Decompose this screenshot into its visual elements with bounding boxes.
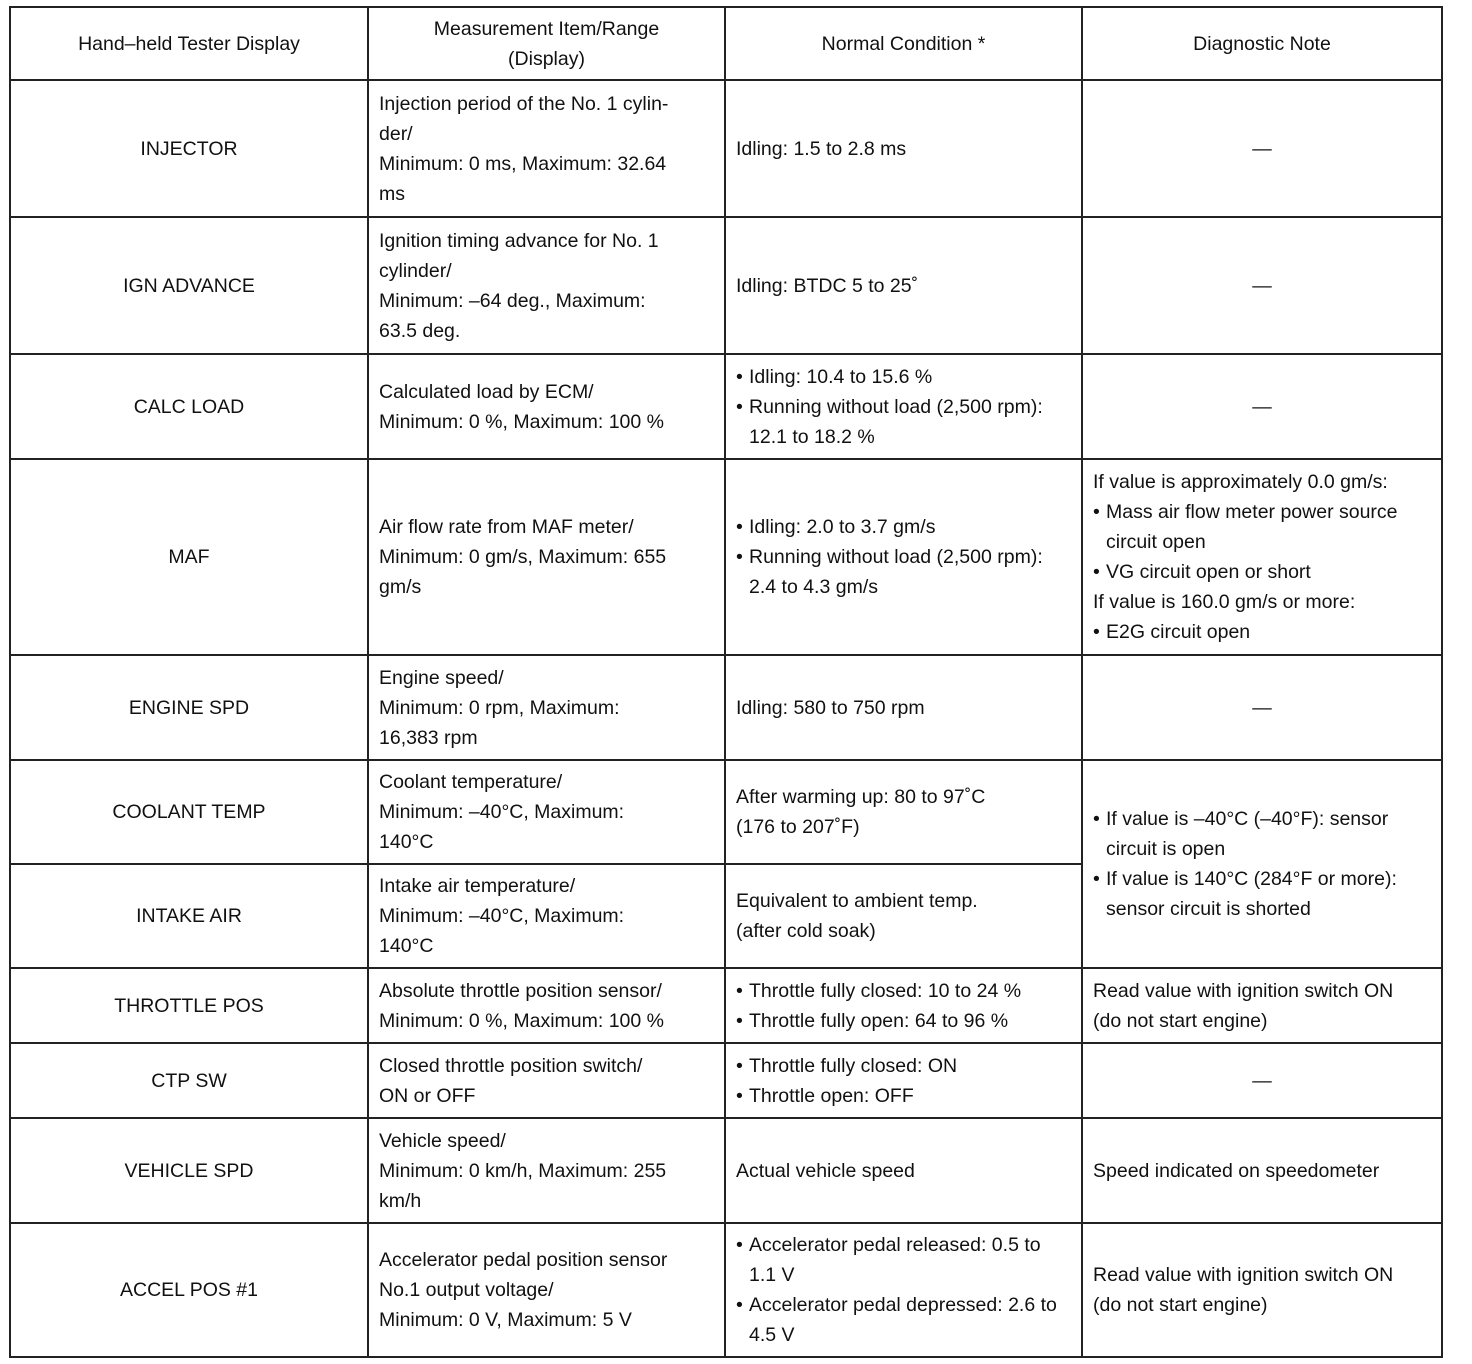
tester-display-cell: CTP SW: [10, 1043, 368, 1118]
normal-condition-cell: Actual vehicle speed: [725, 1118, 1082, 1223]
bullet-item: • Throttle open: OFF: [736, 1081, 1071, 1111]
tester-display-cell: COOLANT TEMP: [10, 760, 368, 864]
table-row-vehicle-spd: [10, 1118, 1442, 1223]
bullet-item: • Running without load (2,500 rpm): 12.1 to 18.2 %: [736, 392, 1071, 452]
table-row-injector: [10, 80, 1442, 217]
diagnostic-data-table: [9, 6, 1443, 1358]
bullet-item: • VG circuit open or short: [1093, 557, 1431, 587]
normal-condition-cell: [725, 968, 1082, 1043]
bullet-item: • E2G circuit open: [1093, 617, 1431, 647]
measurement-cell: Calculated load by ECM/ Minimum: 0 %, Maximum: 100 %: [368, 354, 725, 459]
tester-display-cell: CALC LOAD: [10, 354, 368, 459]
diagnostic-note-cell: —: [1082, 655, 1442, 760]
normal-condition-cell: After warming up: 80 to 97˚C (176 to 207˚F): [725, 760, 1082, 864]
bullet-item: • Idling: 10.4 to 15.6 %: [736, 362, 1071, 392]
table-row-calc-load: [10, 354, 1442, 459]
bullet-item: • Throttle fully closed: 10 to 24 %: [736, 976, 1071, 1006]
measurement-cell: Closed throttle position switch/ ON or OFF: [368, 1043, 725, 1118]
header-diagnostic-note: Diagnostic Note: [1082, 7, 1442, 80]
measurement-cell: Injection period of the No. 1 cylin- der/ Minimum: 0 ms, Maximum: 32.64 ms: [368, 80, 725, 217]
diagnostic-note-cell: [1082, 760, 1442, 968]
measurement-cell: Intake air temperature/ Minimum: –40°C, Maximum: 140°C: [368, 864, 725, 968]
tester-display-cell: ACCEL POS #1: [10, 1223, 368, 1357]
bullet-item: • If value is 140°C (284°F or more): sensor circuit is shorted: [1093, 864, 1431, 924]
diagnostic-note-cell: Speed indicated on speedometer: [1082, 1118, 1442, 1223]
bullet-item: • Mass air flow meter power source circuit open: [1093, 497, 1431, 557]
normal-condition-cell: Idling: 1.5 to 2.8 ms: [725, 80, 1082, 217]
tester-display-cell: ENGINE SPD: [10, 655, 368, 760]
measurement-cell: Ignition timing advance for No. 1 cylinder/ Minimum: –64 deg., Maximum: 63.5 deg.: [368, 217, 725, 354]
bullet-item: • Throttle fully open: 64 to 96 %: [736, 1006, 1071, 1036]
tester-display-cell: MAF: [10, 459, 368, 655]
bullet-item: • Throttle fully closed: ON: [736, 1051, 1071, 1081]
measurement-cell: Vehicle speed/ Minimum: 0 km/h, Maximum: 255 km/h: [368, 1118, 725, 1223]
header-measurement-item: Measurement Item/Range (Display): [368, 7, 725, 80]
table-row-engine-spd: [10, 655, 1442, 760]
normal-condition-cell: Idling: 580 to 750 rpm: [725, 655, 1082, 760]
diagnostic-note-cell: —: [1082, 80, 1442, 217]
diagnostic-note-cell: Read value with ignition switch ON (do not start engine): [1082, 1223, 1442, 1357]
bullet-item: • Accelerator pedal depressed: 2.6 to 4.5 V: [736, 1290, 1071, 1350]
tester-display-cell: INTAKE AIR: [10, 864, 368, 968]
measurement-cell: Air flow rate from MAF meter/ Minimum: 0 gm/s, Maximum: 655 gm/s: [368, 459, 725, 655]
bullet-item: • If value is –40°C (–40°F): sensor circuit is open: [1093, 804, 1431, 864]
normal-condition-cell: [725, 354, 1082, 459]
tester-display-cell: INJECTOR: [10, 80, 368, 217]
measurement-cell: Absolute throttle position sensor/ Minimum: 0 %, Maximum: 100 %: [368, 968, 725, 1043]
table-row-throttle-pos: [10, 968, 1442, 1043]
bullet-item: • Running without load (2,500 rpm): 2.4 to 4.3 gm/s: [736, 542, 1071, 602]
tester-display-cell: THROTTLE POS: [10, 968, 368, 1043]
normal-condition-cell: [725, 459, 1082, 655]
table-row-maf: [10, 459, 1442, 655]
diagnostic-note-cell: —: [1082, 1043, 1442, 1118]
table-row-ctp-sw: [10, 1043, 1442, 1118]
header-normal-condition: Normal Condition *: [725, 7, 1082, 80]
normal-condition-cell: [725, 1223, 1082, 1357]
tester-display-cell: VEHICLE SPD: [10, 1118, 368, 1223]
normal-condition-cell: [725, 1043, 1082, 1118]
diagnostic-note-cell: —: [1082, 354, 1442, 459]
normal-condition-cell: Idling: BTDC 5 to 25˚: [725, 217, 1082, 354]
bullet-item: • Accelerator pedal released: 0.5 to 1.1 V: [736, 1230, 1071, 1290]
measurement-cell: Coolant temperature/ Minimum: –40°C, Maximum: 140°C: [368, 760, 725, 864]
table-row-accel-pos: [10, 1223, 1442, 1357]
measurement-cell: Accelerator pedal position sensor No.1 output voltage/ Minimum: 0 V, Maximum: 5 V: [368, 1223, 725, 1357]
normal-condition-cell: Equivalent to ambient temp. (after cold soak): [725, 864, 1082, 968]
tester-display-cell: IGN ADVANCE: [10, 217, 368, 354]
diagnostic-note-cell: If value is approximately 0.0 gm/s: • Mass air flow meter power source circuit open • VG circuit open or short If value is 160.0 gm/s or more: • E2G circuit open: [1082, 459, 1442, 655]
header-row: [10, 7, 1442, 80]
diagnostic-note-cell: Read value with ignition switch ON (do not start engine): [1082, 968, 1442, 1043]
bullet-item: • Idling: 2.0 to 3.7 gm/s: [736, 512, 1071, 542]
diagnostic-note-cell: —: [1082, 217, 1442, 354]
header-tester-display: Hand–held Tester Display: [10, 7, 368, 80]
measurement-cell: Engine speed/ Minimum: 0 rpm, Maximum: 16,383 rpm: [368, 655, 725, 760]
table-row-ign-advance: [10, 217, 1442, 354]
table-row-coolant-temp: [10, 760, 1442, 864]
